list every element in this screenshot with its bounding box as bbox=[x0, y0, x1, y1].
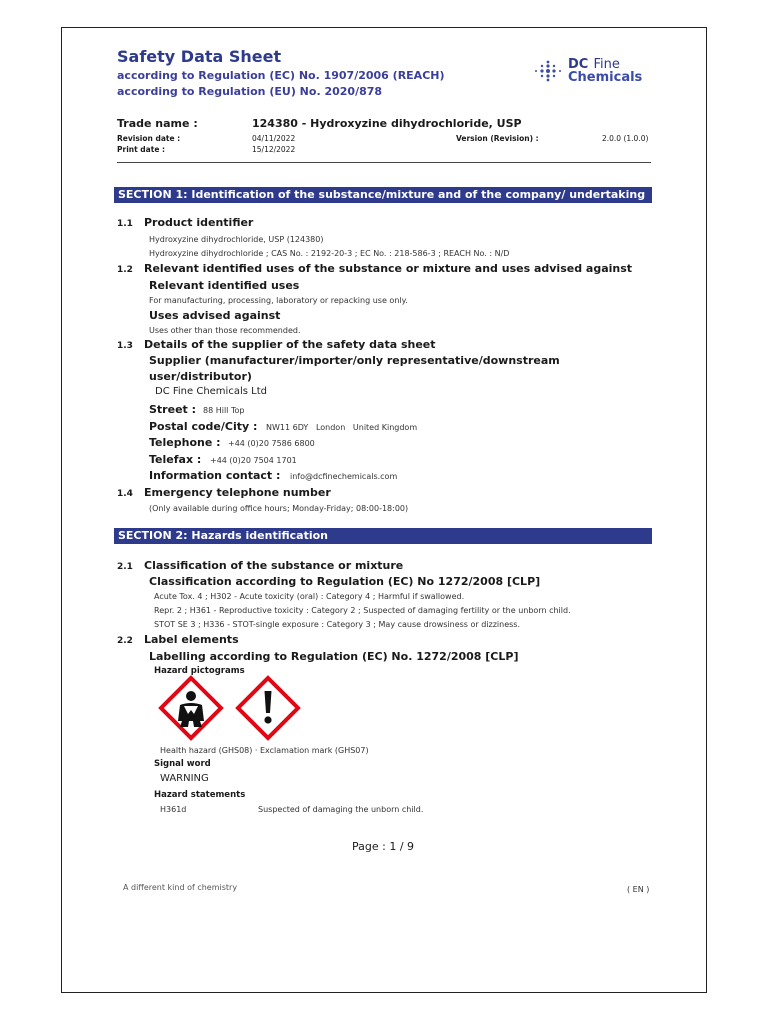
telephone-label: Telephone : bbox=[149, 436, 221, 449]
telefax-value: +44 (0)20 7504 1701 bbox=[210, 456, 297, 465]
classification-line-1: Acute Tox. 4 ; H302 - Acute toxicity (oral) : Category 4 ; Harmful if swallowed. bbox=[154, 592, 465, 601]
regulation-line-2: according to Regulation (EU) No. 2020/878 bbox=[117, 85, 383, 98]
section-2-1-number: 2.1 bbox=[117, 562, 133, 572]
hazard-statement-text: Suspected of damaging the unborn child. bbox=[258, 805, 424, 814]
product-identifier-line-1: Hydroxyzine dihydrochloride, USP (124380) bbox=[149, 235, 324, 244]
section-1-heading: SECTION 1: Identification of the substance/mixture and of the company/ undertaking bbox=[114, 187, 652, 203]
supplier-heading: Supplier (manufacturer/importer/only representative/downstream bbox=[149, 354, 560, 367]
section-1-3-number: 1.3 bbox=[117, 341, 133, 351]
clp-classification-heading: Classification according to Regulation (EC) No 1272/2008 [CLP] bbox=[149, 575, 541, 588]
street-label: Street : bbox=[149, 403, 197, 416]
section-1-4-title: Emergency telephone number bbox=[144, 486, 331, 499]
section-1-3-title: Details of the supplier of the safety data sheet bbox=[144, 338, 436, 351]
regulation-line-1: according to Regulation (EC) No. 1907/2006 (REACH) bbox=[117, 69, 445, 82]
print-date-value: 15/12/2022 bbox=[252, 145, 296, 154]
identified-uses-text: For manufacturing, processing, laboratory or repacking use only. bbox=[149, 296, 408, 305]
information-contact-email[interactable]: info@dcfinechemicals.com bbox=[290, 472, 398, 481]
revision-date-value: 04/11/2022 bbox=[252, 134, 296, 143]
section-1-1-title: Product identifier bbox=[144, 216, 254, 229]
hazard-statements-label: Hazard statements bbox=[154, 790, 246, 800]
information-contact-label: Information contact : bbox=[149, 469, 281, 482]
supplier-name: DC Fine Chemicals Ltd bbox=[155, 386, 267, 397]
logo-fine: Fine bbox=[593, 57, 620, 72]
emergency-phone-text: (Only available during office hours; Monday-Friday; 08:00-18:00) bbox=[149, 504, 409, 513]
trade-name-label: Trade name : bbox=[117, 117, 198, 130]
supplier-heading-cont: user/distributor) bbox=[149, 370, 252, 383]
footer-language: ( EN ) bbox=[627, 885, 650, 894]
telephone-value: +44 (0)20 7586 6800 bbox=[228, 439, 315, 448]
signal-word-value: WARNING bbox=[160, 773, 209, 784]
header-divider bbox=[117, 162, 651, 163]
page-number: Page : 1 / 9 bbox=[352, 840, 415, 853]
identified-uses-heading: Relevant identified uses bbox=[149, 279, 300, 292]
section-2-2-number: 2.2 bbox=[117, 636, 133, 646]
logo-dc: DC bbox=[568, 57, 589, 72]
classification-line-2: Repr. 2 ; H361 - Reproductive toxicity : Category 2 ; Suspected of damaging fertility or the unborn child. bbox=[154, 606, 571, 615]
logo-chemicals: Chemicals bbox=[568, 70, 643, 85]
telefax-label: Telefax : bbox=[149, 453, 202, 466]
postal-code-value: NW11 6DY London United Kingdom bbox=[266, 423, 418, 432]
section-1-2-title: Relevant identified uses of the substance or mixture and uses advised against bbox=[144, 262, 633, 275]
footer-tagline: A different kind of chemistry bbox=[123, 883, 238, 892]
version-label: Version (Revision) : bbox=[456, 134, 539, 143]
signal-word-label: Signal word bbox=[154, 759, 211, 769]
street-value: 88 Hill Top bbox=[203, 406, 245, 415]
trade-name-value: 124380 - Hydroxyzine dihydrochloride, USP bbox=[252, 117, 522, 130]
uses-advised-against-text: Uses other than those recommended. bbox=[149, 326, 301, 335]
company-logo bbox=[532, 56, 662, 90]
section-2-1-title: Classification of the substance or mixture bbox=[144, 559, 404, 572]
uses-advised-against-heading: Uses advised against bbox=[149, 309, 281, 322]
logo-dots-icon bbox=[532, 59, 564, 83]
section-1-4-number: 1.4 bbox=[117, 489, 133, 499]
hazard-code: H361d bbox=[160, 805, 187, 814]
classification-line-3: STOT SE 3 ; H336 - STOT-single exposure : Category 3 ; May cause drowsiness or dizziness. bbox=[154, 620, 521, 629]
product-identifier-line-2: Hydroxyzine dihydrochloride ; CAS No. : 2192-20-3 ; EC No. : 218-586-3 ; REACH No. : N/D bbox=[149, 249, 510, 258]
clp-labelling-heading: Labelling according to Regulation (EC) No. 1272/2008 [CLP] bbox=[149, 650, 519, 663]
section-2-2-title: Label elements bbox=[144, 633, 239, 646]
postal-code-label: Postal code/City : bbox=[149, 420, 258, 433]
section-1-1-number: 1.1 bbox=[117, 219, 133, 229]
pictograms-caption: Health hazard (GHS08) · Exclamation mark (GHS07) bbox=[160, 746, 369, 755]
hazard-pictograms-label: Hazard pictograms bbox=[154, 666, 245, 676]
revision-date-label: Revision date : bbox=[117, 134, 181, 143]
sds-page bbox=[61, 27, 707, 993]
print-date-label: Print date : bbox=[117, 145, 166, 154]
health-hazard-icon bbox=[158, 675, 224, 741]
section-2-heading: SECTION 2: Hazards identification bbox=[114, 528, 652, 544]
version-value: 2.0.0 (1.0.0) bbox=[602, 134, 649, 143]
section-1-2-number: 1.2 bbox=[117, 265, 133, 275]
exclamation-mark-icon bbox=[235, 675, 301, 741]
document-title: Safety Data Sheet bbox=[117, 47, 282, 66]
logo-wordmark bbox=[568, 56, 642, 84]
